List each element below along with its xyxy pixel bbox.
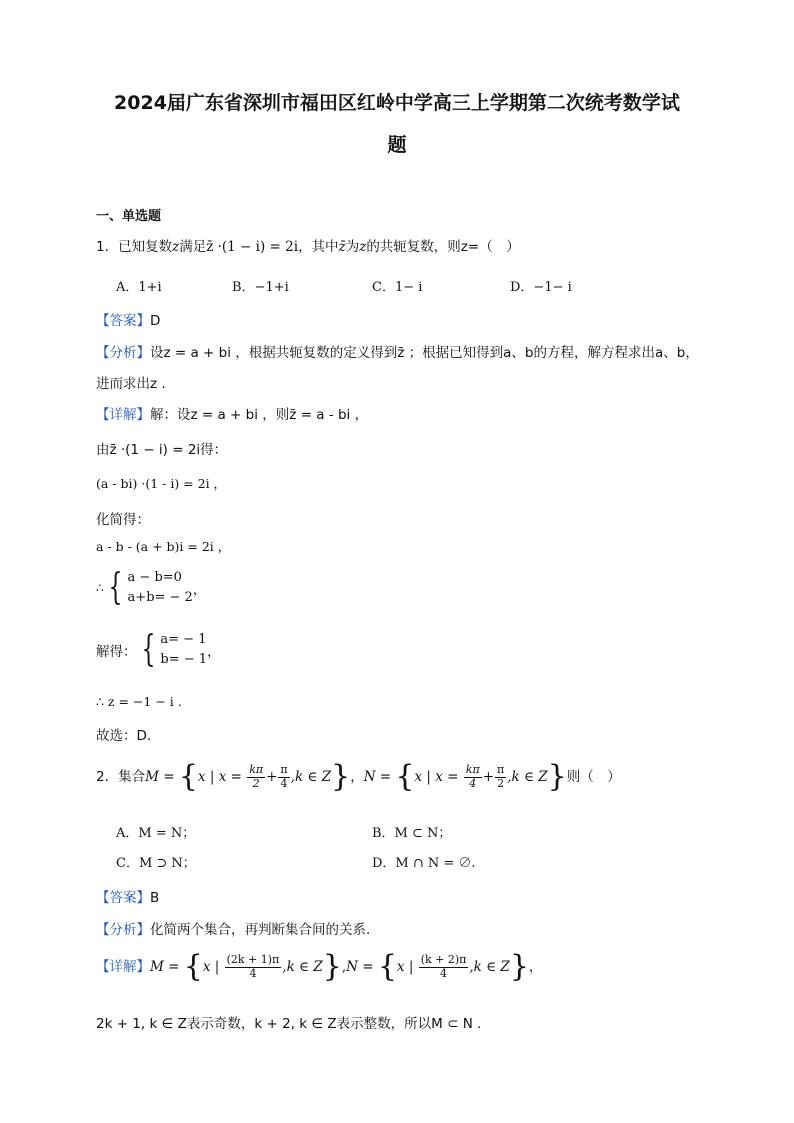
q1-option-d: D．−1− i xyxy=(510,280,572,295)
q1-detail-result: ∴ z = −1 − i . xyxy=(96,694,182,709)
q2-option-a: A．M = N； xyxy=(116,826,196,841)
q1-answer: 【答案】D xyxy=(96,313,161,329)
q1-option-a: A．1+i xyxy=(116,280,162,295)
q2-option-b: B．M ⊂ N； xyxy=(372,826,452,841)
q2-option-c: C．M ⊃ N； xyxy=(116,856,196,871)
q1-detail-step2: (a - bi) ·(1 - i) = 2i ， xyxy=(96,476,227,491)
q1-option-b: B．−1+i xyxy=(232,280,289,295)
q1-detail: 【详解】解：设z = a + bi ，则z̄ = a - bi ， xyxy=(96,407,369,423)
q1-detail-step4: a - b - (a + b)i = 2i ， xyxy=(96,539,231,554)
q2-detail-conclusion: 2k + 1, k ∈ Z表示奇数，k + 2, k ∈ Z表示整数，所以M ⊂ N . xyxy=(96,1016,482,1032)
q1-analysis: 【分析】设z = a + bi ，根据共轭复数的定义得到z̄ ；根据已知得到a、b的方程，解方程求出a、b， xyxy=(96,345,699,361)
q1-stem: 1．已知复数z满足z̄ ·(1 − i) = 2i，其中z̄为z的共轭复数，则z=（ ） xyxy=(96,239,520,255)
q2-detail: 【详解】M = {x | $\frac{(2k + 1)\pi}{4}$ ,k ∈ Z},N = {x | $\frac{(k + 2)\pi}{4}$ ,k ∈ Z}， xyxy=(96,949,543,984)
q2-stem: 2．集合M = {x | x = $\frac{k\pi}{2}$ + $\frac{\pi}{4}$ ,k ∈ Z}，N = {x | x = $\frac{k\pi}{4}$ + $\frac{\pi}{2}$ ,k ∈ Z}则（ ） xyxy=(96,759,621,794)
section-heading: 一、单选题 xyxy=(96,209,162,224)
q1-option-c: C．1− i xyxy=(372,280,423,295)
q2-answer: 【答案】B xyxy=(96,890,160,906)
q1-detail-step1: 由z̄ ·(1 − i) = 2i得： xyxy=(96,442,228,458)
q1-final: 故选：D. xyxy=(96,728,152,744)
q1-analysis-cont: 进而求出z . xyxy=(96,376,166,392)
q1-system-1: ∴ { a − b=0 a+b= − 2 ， xyxy=(96,567,207,609)
q2-option-d: D．M ∩ N = ∅. xyxy=(372,856,476,871)
page-title-line2: 题 xyxy=(387,134,407,156)
q1-system-2: 解得： { a= − 1 b= − 1 ， xyxy=(96,629,221,671)
q2-analysis: 【分析】化简两个集合，再判断集合间的关系. xyxy=(96,922,371,938)
q1-detail-step3: 化简得： xyxy=(96,512,150,528)
left-brace: { xyxy=(141,629,155,671)
page-title-line1: 2024届广东省深圳市福田区红岭中学高三上学期第二次统考数学试 xyxy=(114,92,680,114)
left-brace: { xyxy=(108,567,122,609)
